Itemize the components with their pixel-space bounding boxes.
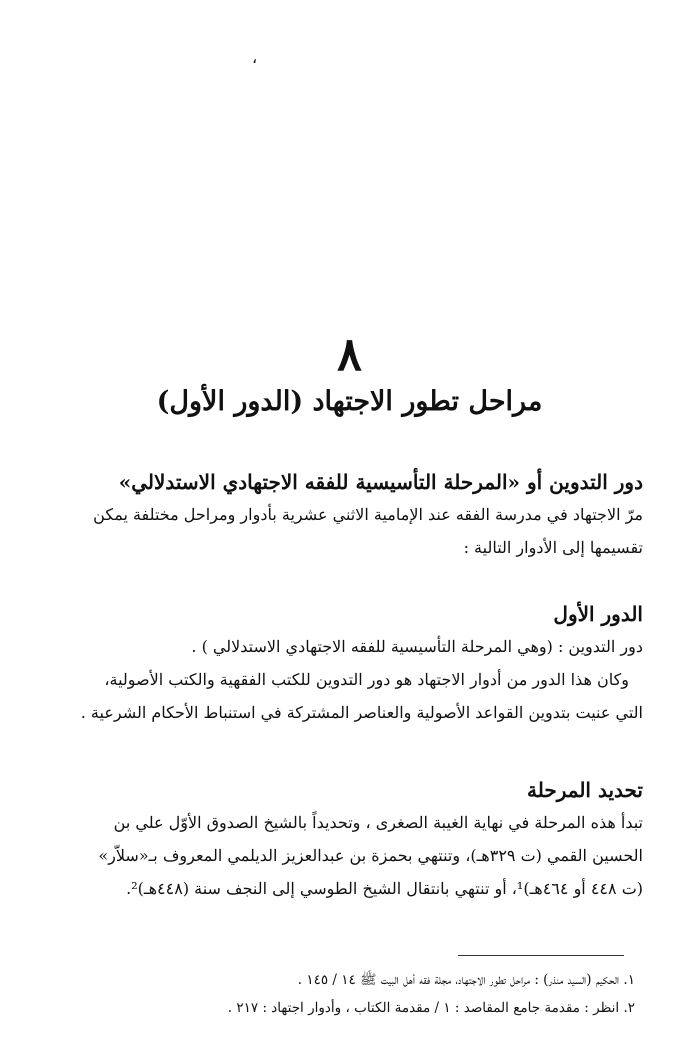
chapter-number: ٨ <box>337 327 362 381</box>
section-heading-first-period: الدور الأول <box>553 602 643 626</box>
footnote-divider <box>458 955 624 956</box>
paragraph-line: تبدأ هذه المرحلة في نهاية الغيبة الصغرى ، وتحديداً بالشيخ الصدوق الأوّل علي بن <box>113 813 643 832</box>
paragraph-line: الحسين القمي (ت ٣٢٩هـ)، وتنتهي بحمزة بن عبدالعزيز الديلمي المعروف بـ«سلاّر» <box>98 846 643 865</box>
paragraph-line: دور التدوين : (وهي المرحلة التأسيسية للفقه الاجتهادي الاستدلالي ) . <box>191 637 643 656</box>
footnote-2: ٢. انظر : مقدمة جامع المقاصد : ١ / مقدمة الكتاب ، وأدوار اجتهاد : ٢١٧ . <box>227 1000 635 1016</box>
paragraph-line: وكان هذا الدور من أدوار الاجتهاد هو دور التدوين للكتب الفقهية والكتب الأصولية، <box>104 670 629 689</box>
page-mark: ، <box>252 48 258 67</box>
section-first-period <box>53 598 643 729</box>
paragraph-line: (ت ٤٤٨ أو ٤٦٤هـ)¹، أو تنتهي بانتقال الشيخ الطوسي إلى النجف سنة (٤٤٨هـ)². <box>126 879 643 898</box>
paragraph-line: التي عنيت بتدوين القواعد الأصولية والعناصر المشتركة في استنباط الأحكام الشرعية . <box>80 703 643 722</box>
footnote-1: ١. الحكيم (السيد منذر) : مراحل تطور الاجتهاد، مجلة فقه أهل البيت ﷺ ١٤ / ١٤٥ . <box>297 972 635 988</box>
section-heading-period-definition: تحديد المرحلة <box>527 778 643 802</box>
paragraph-line: تقسيمها إلى الأدوار التالية : <box>463 538 643 557</box>
section-intro <box>53 466 643 564</box>
paragraph-line: مرّ الاجتهاد في مدرسة الفقه عند الإمامية الاثني عشرية بأدوار ومراحل مختلفة يمكن <box>93 505 643 524</box>
section-heading-codification: دور التدوين أو «المرحلة التأسيسية للفقه الاجتهادي الاستدلالي» <box>118 470 643 494</box>
chapter-title: مراحل تطور الاجتهاد (الدور الأول) <box>156 386 543 417</box>
section-period-definition <box>53 774 643 905</box>
